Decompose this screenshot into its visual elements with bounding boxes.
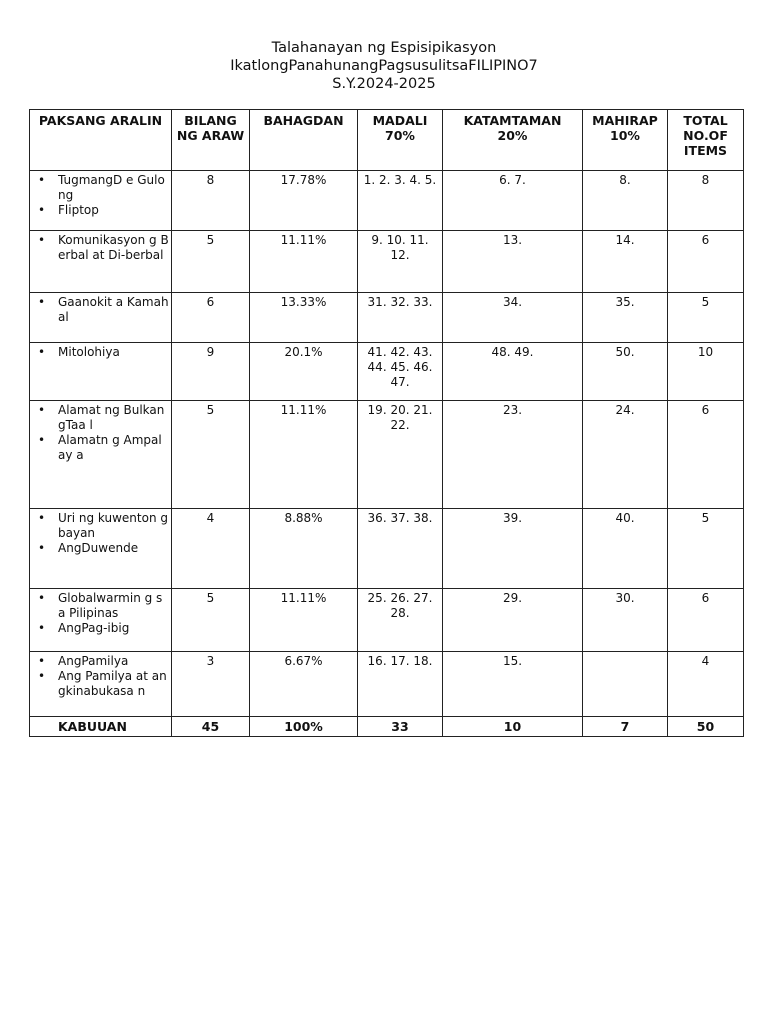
percent-cell: 17.78% (250, 171, 358, 231)
totals-label: KABUUAN (30, 717, 172, 737)
total-items-cell: 6 (668, 231, 744, 293)
days-cell: 5 (172, 589, 250, 652)
topic-item: • AngDuwende (58, 541, 169, 556)
header-mahirap: MAHIRAP 10% (583, 110, 668, 171)
table-row (30, 171, 744, 231)
totals-items: 50 (668, 717, 744, 737)
topic-list (34, 403, 169, 463)
table-row (30, 589, 744, 652)
katamtaman-cell: 39. (443, 509, 583, 589)
topic-list (34, 511, 169, 556)
madali-cell: 16. 17. 18. (358, 652, 443, 717)
header-bahagdan: BAHAGDAN (250, 110, 358, 171)
mahirap-cell: 14. (583, 231, 668, 293)
table-row (30, 509, 744, 589)
topic-list (34, 173, 169, 218)
total-items-cell: 5 (668, 293, 744, 343)
topic-cell (30, 589, 172, 652)
title-line: IkatlongPanahunangPagsusulitsaFILIPINO7 (230, 58, 538, 74)
topic-cell (30, 652, 172, 717)
topic-item: • Globalwarmin g sa Pilipinas (58, 591, 169, 621)
madali-cell: 36. 37. 38. (358, 509, 443, 589)
topic-item: • Fliptop (58, 203, 169, 218)
days-cell: 8 (172, 171, 250, 231)
total-items-cell: 4 (668, 652, 744, 717)
madali-cell: 19. 20. 21. 22. (358, 401, 443, 509)
title-line: Talahanayan ng Espisipikasyon (271, 40, 497, 56)
totals-mahirap: 7 (583, 717, 668, 737)
katamtaman-cell: 34. (443, 293, 583, 343)
totals-madali: 33 (358, 717, 443, 737)
percent-cell: 11.11% (250, 231, 358, 293)
days-cell: 5 (172, 401, 250, 509)
percent-cell: 11.11% (250, 401, 358, 509)
total-items-cell: 10 (668, 343, 744, 401)
table-row (30, 293, 744, 343)
days-cell: 9 (172, 343, 250, 401)
topic-list (34, 295, 169, 325)
total-items-cell: 6 (668, 401, 744, 509)
topic-list (34, 233, 169, 263)
days-cell: 5 (172, 231, 250, 293)
days-cell: 3 (172, 652, 250, 717)
percent-cell: 13.33% (250, 293, 358, 343)
header-madali: MADALI 70% (358, 110, 443, 171)
topic-item: • Alamat ng BulkangTaa l (58, 403, 169, 433)
topic-item: • Alamatn g Ampalay a (58, 433, 169, 463)
topic-item: • Ang Pamilya at angkinabukasa n (58, 669, 169, 699)
topic-cell (30, 231, 172, 293)
mahirap-cell: 40. (583, 509, 668, 589)
mahirap-cell: 24. (583, 401, 668, 509)
topic-cell (30, 401, 172, 509)
katamtaman-cell: 15. (443, 652, 583, 717)
madali-cell: 31. 32. 33. (358, 293, 443, 343)
total-items-cell: 5 (668, 509, 744, 589)
mahirap-cell: 30. (583, 589, 668, 652)
table-row (30, 652, 744, 717)
madali-cell: 1. 2. 3. 4. 5. (358, 171, 443, 231)
days-cell: 4 (172, 509, 250, 589)
header-paksang-aralin: PAKSANG ARALIN (30, 110, 172, 171)
topic-cell (30, 509, 172, 589)
katamtaman-cell: 48. 49. (443, 343, 583, 401)
mahirap-cell: 50. (583, 343, 668, 401)
katamtaman-cell: 6. 7. (443, 171, 583, 231)
percent-cell: 8.88% (250, 509, 358, 589)
total-items-cell: 6 (668, 589, 744, 652)
topic-item: • Gaanokit a Kamahal (58, 295, 169, 325)
totals-days: 45 (172, 717, 250, 737)
total-items-cell: 8 (668, 171, 744, 231)
mahirap-cell: 8. (583, 171, 668, 231)
days-cell: 6 (172, 293, 250, 343)
topic-item: • AngPag-ibig (58, 621, 169, 636)
topic-item: • AngPamilya (58, 654, 169, 669)
madali-cell: 41. 42. 43. 44. 45. 46. 47. (358, 343, 443, 401)
topic-list (34, 345, 169, 360)
mahirap-cell: 35. (583, 293, 668, 343)
header-katamtaman: KATAMTAMAN 20% (443, 110, 583, 171)
katamtaman-cell: 13. (443, 231, 583, 293)
percent-cell: 20.1% (250, 343, 358, 401)
topic-list (34, 654, 169, 699)
percent-cell: 6.67% (250, 652, 358, 717)
header-bilang-ng-araw: BILANG NG ARAW (172, 110, 250, 171)
topic-item: • Mitolohiya (58, 345, 169, 360)
table-row (30, 231, 744, 293)
topic-item: • TugmangD e Gulong (58, 173, 169, 203)
topic-cell (30, 171, 172, 231)
percent-cell: 11.11% (250, 589, 358, 652)
header-total-items: TOTAL NO.OF ITEMS (668, 110, 744, 171)
table-body (30, 171, 744, 717)
title-line: S.Y.2024-2025 (332, 76, 436, 92)
topic-cell (30, 343, 172, 401)
table-row (30, 343, 744, 401)
totals-row (30, 717, 744, 737)
madali-cell: 25. 26. 27. 28. (358, 589, 443, 652)
mahirap-cell (583, 652, 668, 717)
table-row (30, 401, 744, 509)
katamtaman-cell: 29. (443, 589, 583, 652)
totals-percent: 100% (250, 717, 358, 737)
topic-list (34, 591, 169, 636)
topic-item: • Uri ng kuwenton g bayan (58, 511, 169, 541)
topic-item: • Komunikasyon g Berbal at Di-berbal (58, 233, 169, 263)
topic-cell (30, 293, 172, 343)
header-row (30, 110, 744, 171)
madali-cell: 9. 10. 11. 12. (358, 231, 443, 293)
katamtaman-cell: 23. (443, 401, 583, 509)
totals-katamtaman: 10 (443, 717, 583, 737)
specification-table (29, 109, 744, 737)
document-title (0, 39, 768, 93)
